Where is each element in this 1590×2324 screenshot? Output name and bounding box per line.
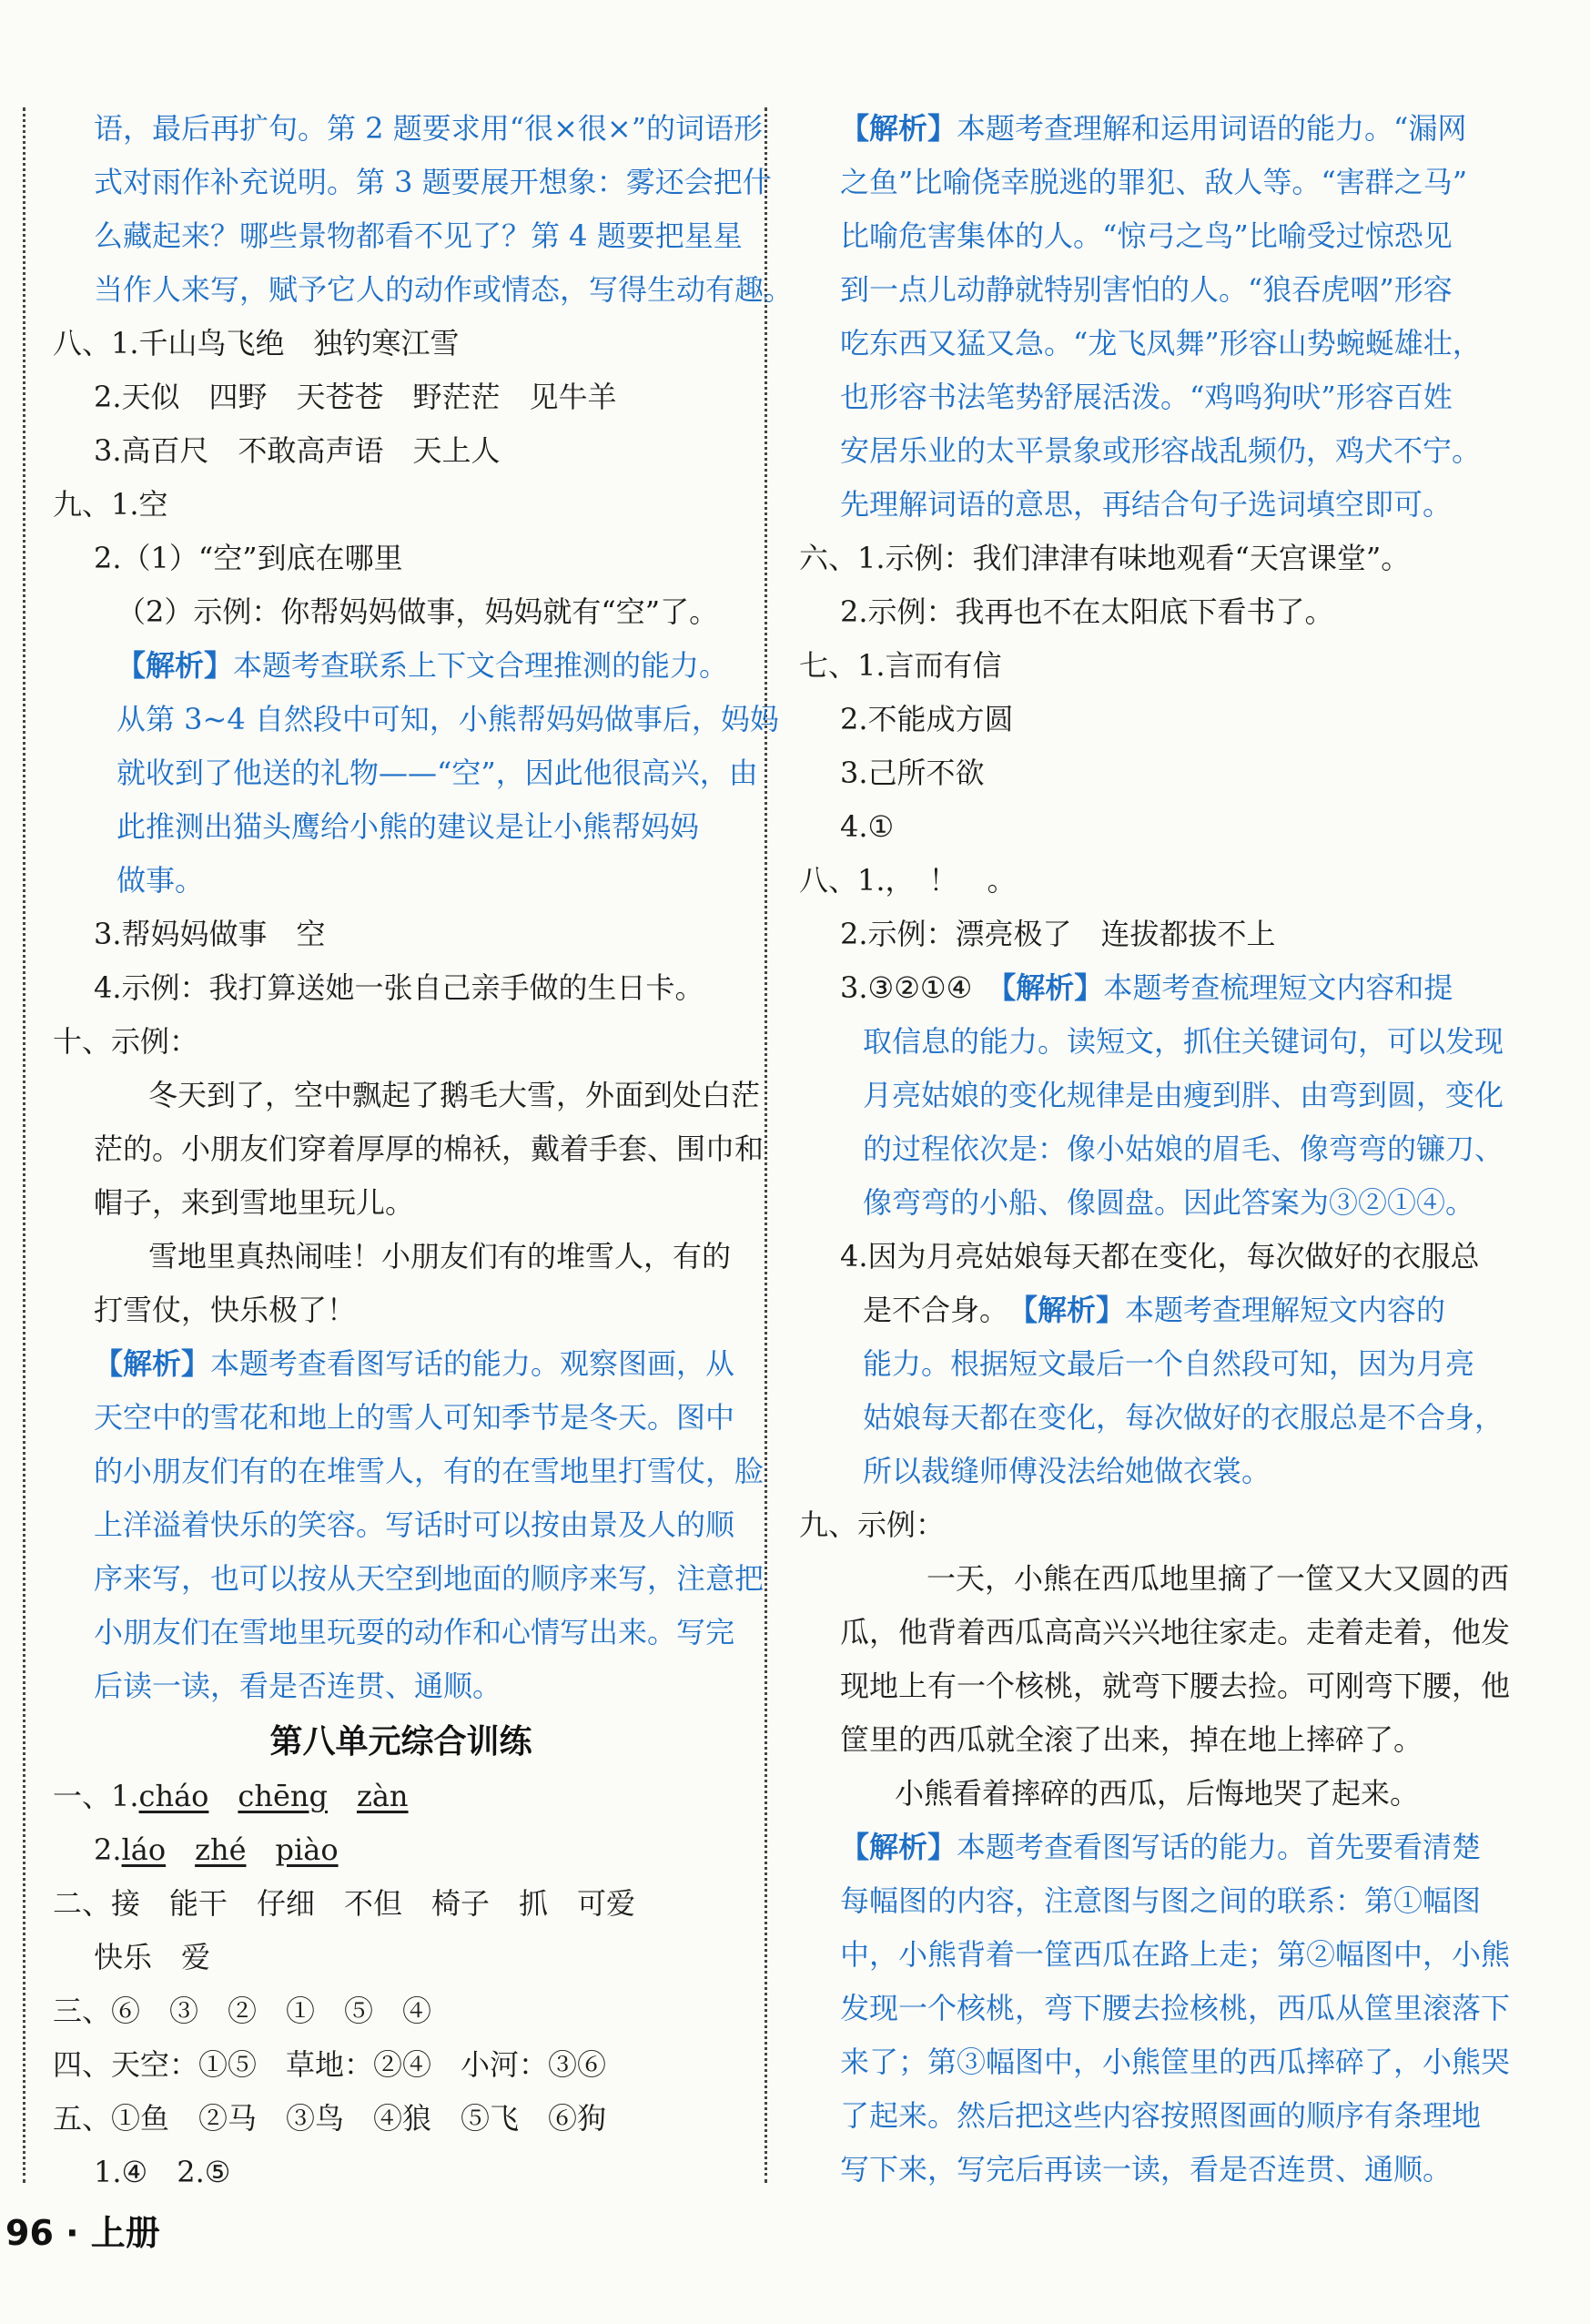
analysis-text: 上洋溢着快乐的笑容。写话时可以按由景及人的顺	[94, 1507, 735, 1542]
right-column	[799, 102, 1523, 2197]
answer-line: 4.示例：我打算送她一张自己亲手做的生日卡。	[94, 970, 704, 1005]
analysis-tag: 【解析】	[94, 1346, 211, 1381]
analysis-text: 每幅图的内容，注意图与图之间的联系：第①幅图	[840, 1883, 1482, 1918]
analysis-line	[53, 1337, 749, 1391]
left-column	[53, 102, 794, 2199]
analysis-text: 取信息的能力。读短文，抓住关键词句，可以发现	[863, 1024, 1504, 1059]
pinyin-answer: zàn	[356, 1779, 409, 1813]
answer-line: 2.不能成方圆	[840, 702, 1014, 736]
analysis-tag: 【解析】	[1001, 970, 1104, 1005]
analysis-text: 本题考查看图写话的能力。首先要看清楚	[957, 1830, 1482, 1864]
answer-line: 八、1.， ！ 。	[799, 863, 1017, 898]
pinyin-line	[53, 1823, 749, 1877]
column-divider-dotted-line	[765, 107, 767, 2183]
analysis-text: 本题考查梳理短文内容和提	[1103, 970, 1453, 1005]
analysis-text: 当作人来写，赋予它人的动作或情态，写得生动有趣。	[94, 272, 794, 307]
analysis-text: 像弯弯的小船、像圆盘。因此答案为③②①④。	[863, 1185, 1475, 1220]
analysis-text: 来了；第③幅图中，小熊筐里的西瓜摔碎了，小熊哭	[840, 2045, 1511, 2079]
analysis-text: 此推测出猫头鹰给小熊的建议是让小熊帮妈妈	[116, 809, 700, 844]
answer-line: 五、①鱼 ②马 ③鸟 ④狼 ⑤飞 ⑥狗	[53, 2101, 607, 2136]
essay-line: 茫的。小朋友们穿着厚厚的棉袄，戴着手套、围巾和	[94, 1132, 765, 1166]
answer-line: 4.①	[840, 809, 895, 844]
analysis-text: 本题考查理解短文内容的	[1125, 1293, 1446, 1327]
answer-line: 3.帮妈妈做事 空	[94, 917, 326, 951]
analysis-text: 序来写，也可以按从天空到地面的顺序来写，注意把	[94, 1561, 765, 1596]
left-margin-dotted-line	[23, 107, 25, 2183]
answer-text: 是不合身。	[863, 1293, 1024, 1327]
analysis-text: 安居乐业的太平景象或形容战乱频仍，鸡犬不宁。	[840, 433, 1482, 468]
section-heading: 第八单元综合训练	[269, 1722, 532, 1761]
pinyin-answer: zhé	[195, 1832, 247, 1867]
answer-line: 4.因为月亮姑娘每天都在变化，每次做好的衣服总	[840, 1239, 1480, 1274]
analysis-text: 做事。	[116, 863, 205, 898]
analysis-line	[799, 1284, 1523, 1337]
analysis-line	[799, 961, 1523, 1015]
analysis-text: 写下来，写完后再读一读，看是否连贯、通顺。	[840, 2152, 1453, 2187]
answer-line: 2.（1）“空”到底在哪里	[94, 541, 403, 575]
essay-line: 小熊看着摔碎的西瓜，后悔地哭了起来。	[895, 1776, 1420, 1811]
answer-line: 七、1.言而有信	[799, 648, 1002, 683]
analysis-text: 后读一读，看是否连贯、通顺。	[94, 1669, 502, 1703]
analysis-text: 能力。根据短文最后一个自然段可知，因为月亮	[863, 1346, 1475, 1381]
answer-line: 四、天空：①⑤ 草地：②④ 小河：③⑥	[53, 2047, 607, 2082]
analysis-text: 先理解词语的意思，再结合句子选词填空即可。	[840, 487, 1453, 522]
analysis-text: 的过程依次是：像小姑娘的眉毛、像弯弯的镰刀、	[863, 1132, 1504, 1166]
analysis-line	[799, 1821, 1523, 1874]
analysis-text: 发现一个核桃，弯下腰去捡核桃，西瓜从筐里滚落下	[840, 1991, 1511, 2025]
analysis-text: 中，小熊背着一筐西瓜在路上走；第②幅图中，小熊	[840, 1937, 1511, 1972]
answer-line: 1.④ 2.⑤	[94, 2155, 231, 2189]
essay-line: 瓜，他背着西瓜高高兴兴地往家走。走着走着，他发	[840, 1615, 1511, 1649]
question-number: 2.	[94, 1832, 122, 1867]
analysis-text: 了起来。然后把这些内容按照图画的顺序有条理地	[840, 2098, 1482, 2133]
answer-line: （2）示例：你帮妈妈做事，妈妈就有“空”了。	[116, 594, 719, 629]
answer-line: 2.天似 四野 天苍苍 野茫茫 见牛羊	[94, 380, 617, 414]
question-number: 一、1.	[53, 1779, 139, 1813]
answer-line: 二、接 能干 仔细 不但 椅子 抓 可爱	[53, 1886, 636, 1921]
analysis-text: 之鱼”比喻侥幸脱逃的罪犯、敌人等。“害群之马”	[840, 165, 1468, 199]
essay-line: 一天，小熊在西瓜地里摘了一筐又大又圆的西	[927, 1561, 1510, 1596]
analysis-tag: 【解析】	[840, 111, 957, 146]
page-number-footer: 96 · 上册	[5, 2213, 160, 2253]
analysis-text: 所以裁缝师傅没法给她做衣裳。	[863, 1454, 1271, 1488]
analysis-text: 语，最后再扩句。第 2 题要求用“很×很×”的词语形	[94, 111, 764, 146]
analysis-line	[799, 102, 1523, 156]
essay-line: 筐里的西瓜就全滚了出来，掉在地上摔碎了。	[840, 1722, 1423, 1757]
analysis-text: 比喻危害集体的人。“惊弓之鸟”比喻受过惊恐见	[840, 218, 1453, 253]
answer-line: 2.示例：我再也不在太阳底下看书了。	[840, 594, 1334, 629]
analysis-tag: 【解析】	[116, 648, 234, 683]
analysis-text: 就收到了他送的礼物——“空”，因此他很高兴，由	[116, 756, 758, 790]
analysis-text: 姑娘每天都在变化，每次做好的衣服总是不合身，	[863, 1400, 1504, 1435]
analysis-text: 本题考查看图写话的能力。观察图画，从	[210, 1346, 735, 1381]
analysis-text: 本题考查联系上下文合理推测的能力。	[233, 648, 729, 683]
analysis-text: 么藏起来？哪些景物都看不见了？第 4 题要把星星	[94, 218, 743, 253]
analysis-text: 吃东西又猛又急。“龙飞凤舞”形容山势蜿蜒雄壮，	[840, 326, 1482, 360]
analysis-text: 也形容书法笔势舒展活泼。“鸡鸣狗吠”形容百姓	[840, 380, 1453, 414]
analysis-tag: 【解析】	[1023, 1293, 1126, 1327]
answer-text: 3.③②①④	[840, 970, 1002, 1005]
answer-line: 六、1.示例：我们津津有味地观看“天宫课堂”。	[799, 541, 1411, 575]
essay-line: 打雪仗，快乐极了！	[94, 1293, 357, 1327]
answer-line: 九、1.空	[53, 487, 168, 522]
analysis-line	[53, 639, 749, 693]
pinyin-answer: láo	[121, 1832, 167, 1867]
pinyin-line	[53, 1770, 749, 1823]
analysis-text: 天空中的雪花和地上的雪人可知季节是冬天。图中	[94, 1400, 735, 1435]
analysis-tag: 【解析】	[840, 1830, 957, 1864]
essay-line: 雪地里真热闹哇！小朋友们有的堆雪人，有的	[148, 1239, 732, 1274]
answer-line: 3.己所不欲	[840, 756, 985, 790]
analysis-text: 本题考查理解和运用词语的能力。“漏网	[957, 111, 1467, 146]
analysis-text: 到一点儿动静就特别害怕的人。“狼吞虎咽”形容	[840, 272, 1453, 307]
analysis-text: 的小朋友们有的在堆雪人，有的在雪地里打雪仗，脸	[94, 1454, 765, 1488]
answer-line: 十、示例：	[53, 1024, 199, 1059]
essay-line: 帽子，来到雪地里玩儿。	[94, 1185, 415, 1220]
answer-line: 快乐 爱	[94, 1940, 211, 1974]
pinyin-answer: cháo	[138, 1779, 209, 1813]
answer-line: 三、⑥ ③ ② ① ⑤ ④	[53, 1994, 432, 2028]
pinyin-answer: piào	[275, 1832, 339, 1867]
answer-line: 2.示例：漂亮极了 连拔都拔不上	[840, 917, 1276, 951]
analysis-text: 小朋友们在雪地里玩耍的动作和心情写出来。写完	[94, 1615, 735, 1649]
analysis-text: 月亮姑娘的变化规律是由瘦到胖、由弯到圆，变化	[863, 1078, 1504, 1112]
essay-line: 冬天到了，空中飘起了鹅毛大雪，外面到处白茫	[148, 1078, 761, 1112]
essay-line: 现地上有一个核桃，就弯下腰去捡。可刚弯下腰，他	[840, 1669, 1511, 1703]
answer-line: 八、1.千山鸟飞绝 独钓寒江雪	[53, 326, 460, 360]
answer-line: 九、示例：	[799, 1507, 946, 1542]
pinyin-answer: chēng	[238, 1779, 328, 1813]
analysis-text: 式对雨作补充说明。第 3 题要展开想象：雾还会把什	[94, 165, 772, 199]
analysis-text: 从第 3~4 自然段中可知，小熊帮妈妈做事后，妈妈	[116, 702, 779, 736]
answer-line: 3.高百尺 不敢高声语 天上人	[94, 433, 501, 468]
